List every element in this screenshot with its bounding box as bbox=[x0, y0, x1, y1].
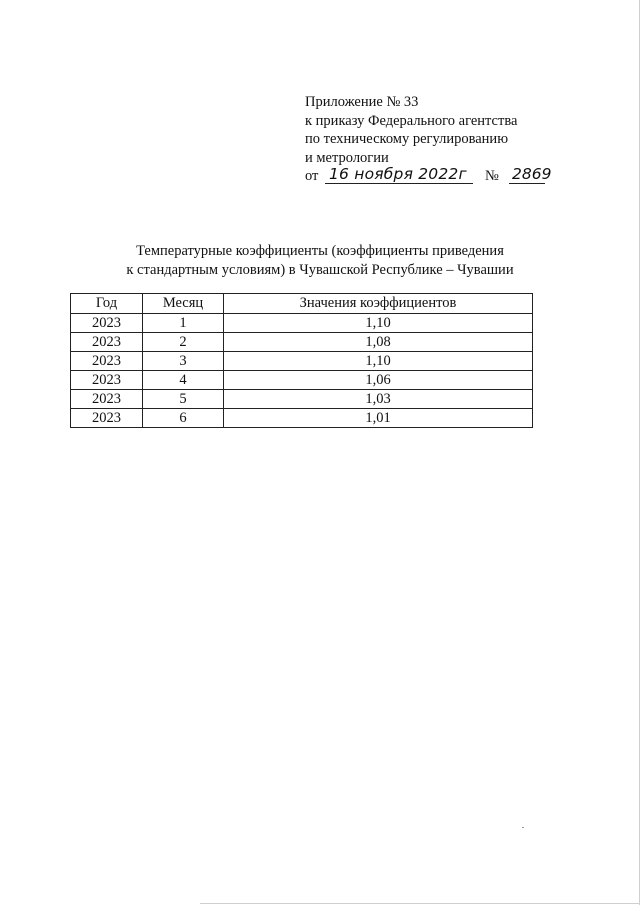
handwritten-number: 2869 bbox=[512, 165, 552, 183]
annex-order-ref: к приказу Федерального агентства bbox=[305, 112, 518, 129]
cell-year: 2023 bbox=[71, 352, 143, 371]
cell-year: 2023 bbox=[71, 390, 143, 409]
table-row bbox=[71, 371, 533, 390]
annex-header bbox=[305, 93, 517, 167]
header-year: Год bbox=[71, 294, 143, 314]
table-header-row bbox=[71, 294, 533, 314]
cell-coefficient: 1,06 bbox=[224, 371, 533, 390]
cell-year: 2023 bbox=[71, 371, 143, 390]
page-edge-bottom bbox=[200, 903, 640, 904]
order-date-number bbox=[305, 165, 552, 188]
from-label: от bbox=[305, 168, 319, 184]
title-line-1: Температурные коэффициенты (коэффициенты приведения bbox=[136, 243, 504, 259]
number-label: № bbox=[485, 168, 499, 184]
cell-month: 5 bbox=[143, 390, 224, 409]
table-row bbox=[71, 390, 533, 409]
cell-month: 2 bbox=[143, 333, 224, 352]
cell-year: 2023 bbox=[71, 409, 143, 428]
scan-speck bbox=[522, 827, 524, 828]
cell-coefficient: 1,10 bbox=[224, 352, 533, 371]
cell-coefficient: 1,08 bbox=[224, 333, 533, 352]
cell-coefficient: 1,10 bbox=[224, 314, 533, 333]
table-row bbox=[71, 352, 533, 371]
document-title bbox=[100, 242, 540, 280]
coefficients-table bbox=[70, 293, 533, 428]
cell-year: 2023 bbox=[71, 333, 143, 352]
cell-coefficient: 1,01 bbox=[224, 409, 533, 428]
cell-month: 4 bbox=[143, 371, 224, 390]
title-line-2: к стандартным условиям) в Чувашской Республике – Чувашии bbox=[126, 262, 514, 278]
cell-month: 3 bbox=[143, 352, 224, 371]
cell-year: 2023 bbox=[71, 314, 143, 333]
table-row bbox=[71, 333, 533, 352]
annex-agency-line: по техническому регулированию bbox=[305, 131, 509, 147]
header-month: Месяц bbox=[143, 294, 224, 314]
cell-coefficient: 1,03 bbox=[224, 390, 533, 409]
number-underline bbox=[509, 183, 545, 184]
header-coefficient: Значения коэффициентов bbox=[224, 294, 533, 314]
annex-agency-line-2: и метрологии bbox=[305, 149, 389, 166]
date-underline bbox=[325, 183, 473, 184]
cell-month: 1 bbox=[143, 314, 224, 333]
cell-month: 6 bbox=[143, 409, 224, 428]
annex-number: Приложение № 33 bbox=[305, 94, 419, 110]
handwritten-date: 16 ноября 2022г bbox=[329, 165, 467, 183]
table-row bbox=[71, 409, 533, 428]
table-row bbox=[71, 314, 533, 333]
